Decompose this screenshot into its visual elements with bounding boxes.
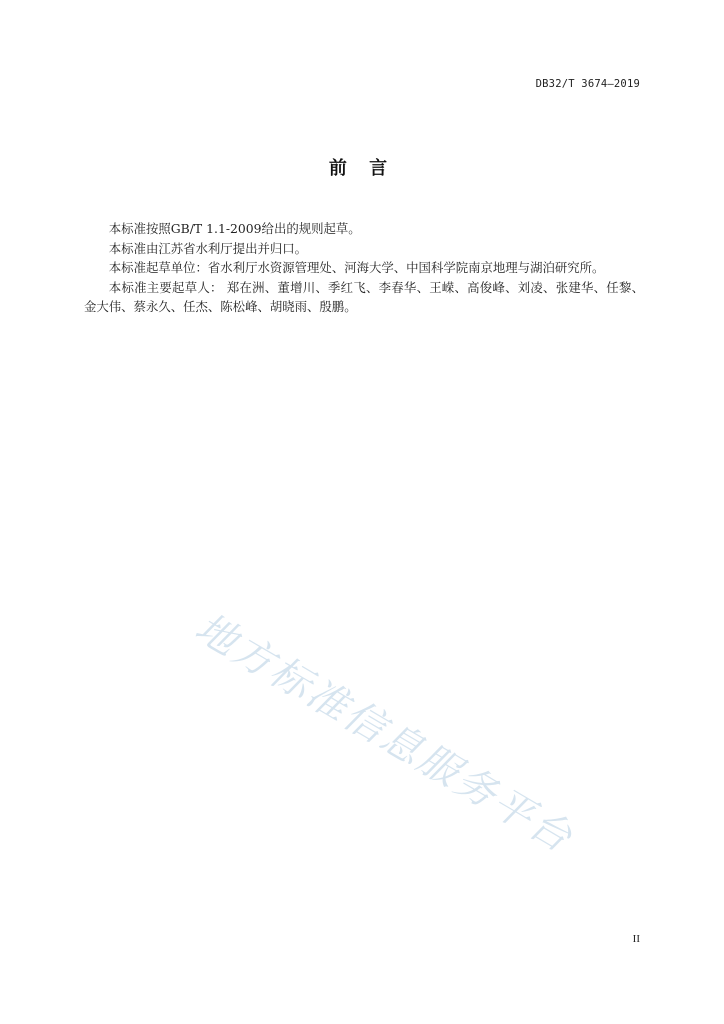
paragraph-drafting-units: 本标准起草单位：省水利厅水资源管理处、河海大学、中国科学院南京地理与湖泊研究所。 [108, 260, 605, 275]
paragraph-drafting-rules: 本标准按照GB/T 1.1-2009给出的规则起草。 [108, 221, 361, 236]
paragraph-drafters: 本标准主要起草人： 郑在洲、董增川、季红飞、李春华、王嵘、高俊峰、刘凌、张建华、任黎、金大伟、蔡永久、任杰、陈松峰、胡晓雨、殷鹏。 [84, 279, 644, 314]
page-title: 前 言 [328, 158, 396, 179]
page-number: II [632, 933, 640, 945]
watermark: 地方标准信息服务平台 [187, 604, 582, 863]
paragraph-proposer: 本标准由江苏省水利厅提出并归口。 [108, 240, 308, 256]
preface-body [84, 219, 644, 317]
standard-number: DB32/T 3674—2019 [535, 78, 640, 90]
